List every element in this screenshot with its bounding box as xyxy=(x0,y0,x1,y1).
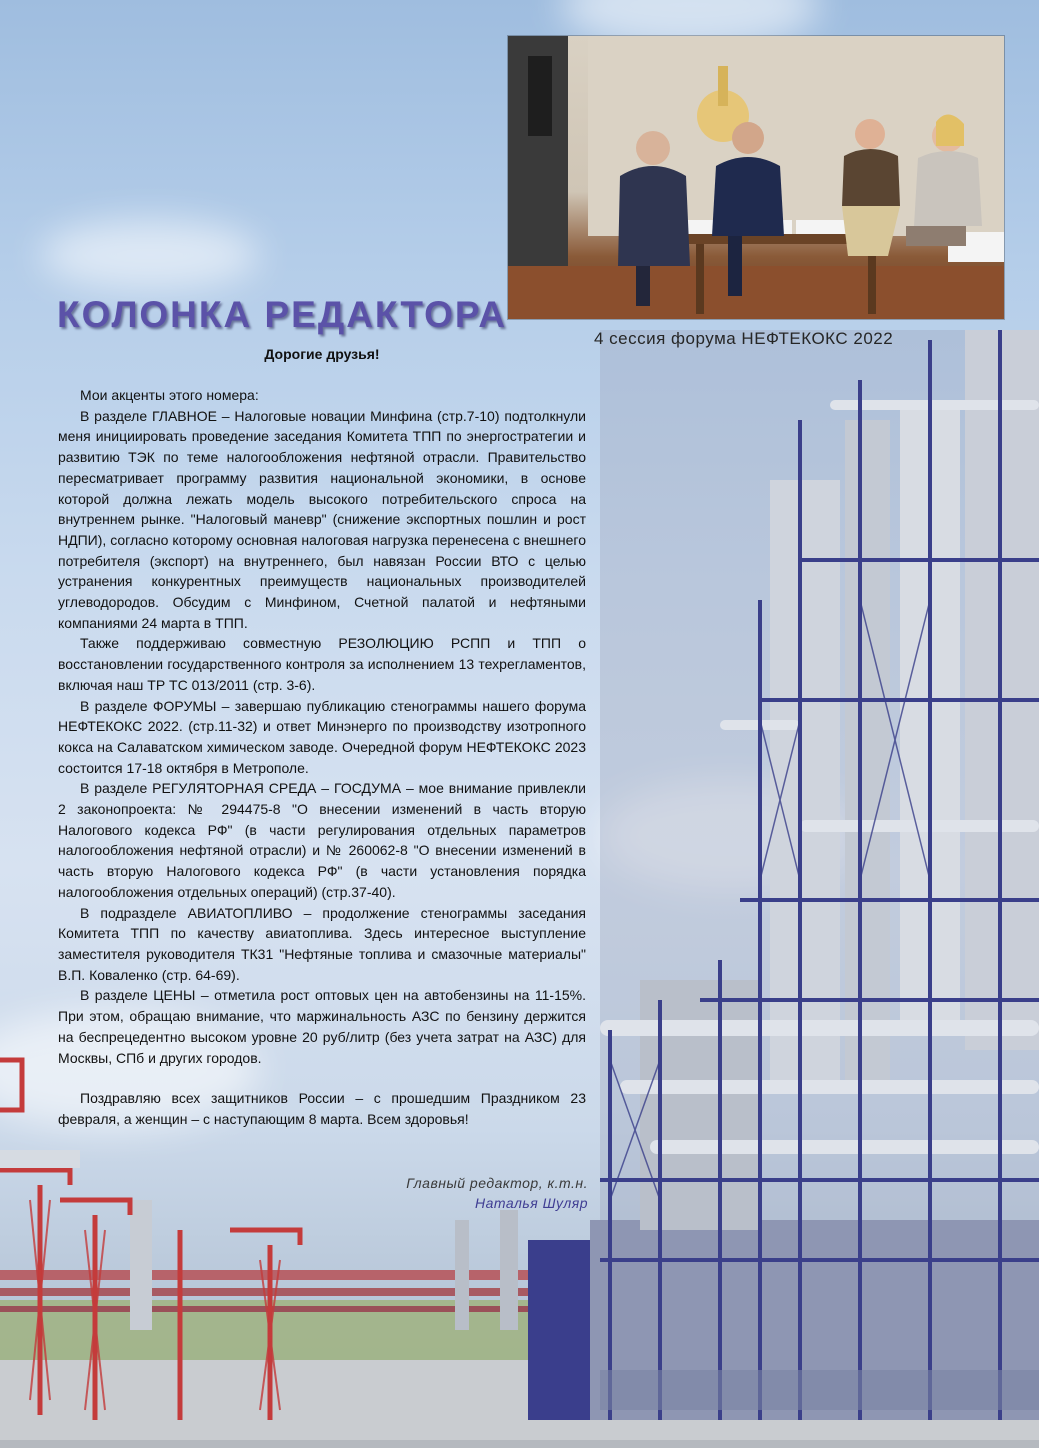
greeting: Дорогие друзья! xyxy=(264,346,380,362)
signature-title: Главный редактор, к.т.н. xyxy=(406,1175,588,1191)
paragraph: В разделе ФОРУМЫ – завершаю публикацию стенограммы нашего форума НЕФТЕКОКС 2022. (стр.11-32) и ответ Минэнерго по производству изотропного кокса на Салаватском химическом заводе. Очередной форум НЕФТЕКОКС 2023 состоится 17-18 октября в Метрополе. xyxy=(58,697,586,776)
signature-name: Наталья Шуляр xyxy=(474,1195,588,1211)
paragraph: В разделе ЦЕНЫ – отметила рост оптовых цен на автобензины на 11-15%. При этом, обращаю внимание, что маржинальность АЗС по бензину держится на беспрецедентно высоком уровне 20 руб/литр (без учета затрат на АЗС) для Москвы, СПб и других городов. xyxy=(58,987,586,1066)
paragraph: В разделе ГЛАВНОЕ – Налоговые новации Минфина (стр.7-10) подтолкнули меня инициировать проведение заседания Комитета ТПП по энергостратегии и развитию ТЭК по теме налогообложения нефтяной отрасли. Правительство пересматривает программу развития национальной экономики, в основе которой должна лежать модель высокого потребительского спроса на внутреннем рынке. "Налоговый маневр" (снижение экспортных пошлин и рост НДПИ), согласно которому основная налоговая нагрузка перенесена с внешнего потребителя (экспорт) на внутреннего, был навязан России ВТО с целью устранения конкурентных преимуществ национальных производителей углеводородов. Обсудим с Минфином, Счетной палатой и нефтяными компаниями 24 марта в ТПП. xyxy=(58,407,586,631)
column-heading: КОЛОНКА РЕДАКТОРА xyxy=(57,294,508,335)
paragraph: В подразделе АВИАТОПЛИВО – продолжение стенограммы заседания Комитета ТПП по качеству авиатоплива. Здесь интересное выступление заместителя руководителя ТК31 "Нефтяные топлива и смазочные материалы" В.П. Коваленко (стр. 64-69). xyxy=(58,904,586,983)
paragraph: Мои акценты этого номера: xyxy=(80,387,259,403)
photo-caption: 4 сессия форума НЕФТЕКОКС 2022 xyxy=(594,329,894,348)
paragraph: Также поддерживаю совместную РЕЗОЛЮЦИЮ РСПП и ТПП о восстановлении государственного контроля за исполнением 13 техрегламентов, включая наш ТР ТС 013/2011 (стр. 3-6). xyxy=(58,635,586,693)
signature xyxy=(406,1173,588,1213)
paragraph: В разделе РЕГУЛЯТОРНАЯ СРЕДА – ГОСДУМА – мое внимание привлекли 2 законопроекта: № 294475-8 "О внесении изменений в часть вторую Налогового кодекса РФ" (в части регулирования отдельных параметров налогообложения нефтяной отрасли) и № 260062-8 "О внесении изменений в часть вторую Налогового кодекса РФ" (в части установления порядка налогообложения отдельных операций) (стр.37-40). xyxy=(58,780,586,900)
article-body xyxy=(58,385,586,1130)
paragraph: Поздравляю всех защитников России – с прошедшим Праздником 23 февраля, а женщин – с наступающим 8 марта. Всем здоровья! xyxy=(58,1090,586,1127)
conference-photo xyxy=(508,36,1004,319)
conference-photo-illustration xyxy=(508,36,1004,319)
